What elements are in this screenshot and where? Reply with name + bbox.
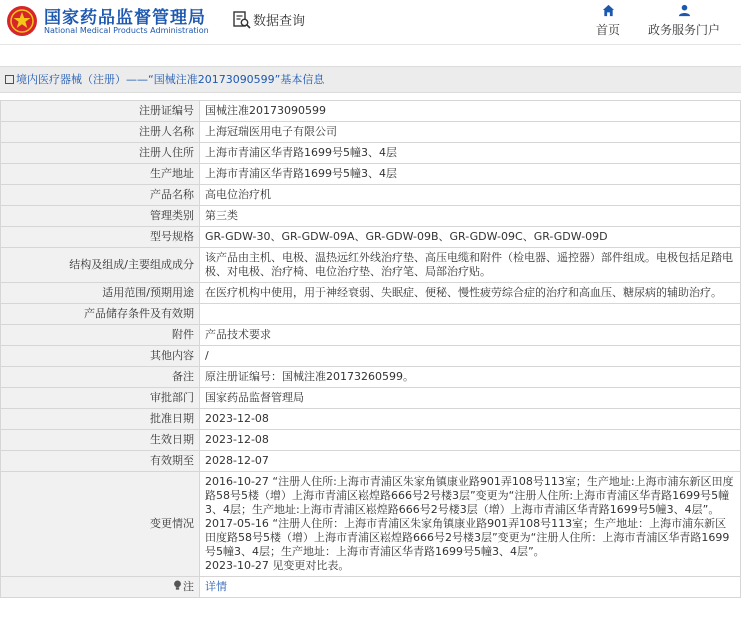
data-query-label[interactable]: 数据查询 <box>253 14 306 29</box>
row-value: 在医疗机构中使用，用于神经衰弱、失眠症、便秘、慢性疲劳综合症的治疗和高血压、糖尿病的辅助治疗。 <box>200 283 741 304</box>
row-label: 其他内容 <box>1 346 200 367</box>
table-row <box>1 346 741 367</box>
table-row <box>1 409 741 430</box>
table-row <box>1 122 741 143</box>
note-label-cell <box>1 577 200 598</box>
table-row <box>1 304 741 325</box>
table-row <box>1 248 741 283</box>
row-value: 2028-12-07 <box>200 451 741 472</box>
table-row <box>1 185 741 206</box>
data-query-icon <box>233 11 251 29</box>
row-label: 产品名称 <box>1 185 200 206</box>
row-value <box>200 304 741 325</box>
detail-link[interactable]: 详情 <box>205 580 227 593</box>
info-table <box>0 100 741 598</box>
nav-service-portal[interactable] <box>646 4 722 38</box>
row-label: 附件 <box>1 325 200 346</box>
row-label: 批准日期 <box>1 409 200 430</box>
row-value: 国械注准20173090599 <box>200 101 741 122</box>
table-row <box>1 283 741 304</box>
row-label: 适用范围/预期用途 <box>1 283 200 304</box>
row-value: 第三类 <box>200 206 741 227</box>
site-header <box>0 0 741 44</box>
row-value: GR-GDW-30、GR-GDW-09A、GR-GDW-09B、GR-GDW-09C、GR-GDW-09D <box>200 227 741 248</box>
row-label: 注册人名称 <box>1 122 200 143</box>
breadcrumb-text: 境内医疗器械（注册）——“国械注准20173090599”基本信息 <box>16 73 325 86</box>
table-row <box>1 206 741 227</box>
table-row <box>1 325 741 346</box>
table-row <box>1 430 741 451</box>
nav-home-label: 首页 <box>595 23 620 37</box>
row-label: 变更情况 <box>1 472 200 577</box>
table-row <box>1 227 741 248</box>
table-row <box>1 388 741 409</box>
note-label: 注 <box>183 580 194 593</box>
home-icon <box>602 4 615 17</box>
table-row <box>1 451 741 472</box>
brand-subtitle: National Medical Products Administration <box>44 26 209 35</box>
table-row <box>1 164 741 185</box>
nav-home[interactable] <box>590 4 626 38</box>
row-value: 原注册证编号：国械注准20173260599。 <box>200 367 741 388</box>
table-row <box>1 101 741 122</box>
row-label: 型号规格 <box>1 227 200 248</box>
row-value: 2016-10-27 “注册人住所:上海市青浦区朱家角镇康业路901弄108号113室；生产地址:上海市浦东新区田度路58号5楼（增）上海市青浦区崧煌路666号2号楼3层”变更为“注册人住所:上海市青浦区华青路1699号5幢3、4层；生产地址:上海市青浦区崧煌路666号2号楼3层（增）上海市青浦区华青路1699号5幢3、4层”。 2017-05-16 “注册人住所：上海市青浦区朱家角镇康业路901弄108号113室；生产地址：上海市浦东新区田度路58号5楼（增）上海市青浦区崧煌路666号2号楼3层”变更为“注册人住所：上海市青浦区华青路1699号5幢3、4层；生产地址：上海市青浦区华青路1699号5幢3、4层”。 2023-10-27 见变更对比表。 <box>200 472 741 577</box>
table-row <box>1 367 741 388</box>
table-row <box>1 472 741 577</box>
nav-service-label: 政务服务门户 <box>647 23 720 37</box>
row-value: 2023-12-08 <box>200 430 741 451</box>
row-value: 2023-12-08 <box>200 409 741 430</box>
row-value: 上海冠瑞医用电子有限公司 <box>200 122 741 143</box>
brand-title: 国家药品监督管理局 <box>44 8 206 28</box>
row-label: 管理类别 <box>1 206 200 227</box>
row-value: 上海市青浦区华青路1699号5幢3、4层 <box>200 143 741 164</box>
row-value: 产品技术要求 <box>200 325 741 346</box>
lightbulb-icon <box>173 580 182 591</box>
breadcrumb <box>0 66 741 93</box>
row-label: 结构及组成/主要组成成分 <box>1 248 200 283</box>
row-value: 高电位治疗机 <box>200 185 741 206</box>
note-row <box>1 577 741 598</box>
user-icon <box>678 4 691 17</box>
row-label: 注册证编号 <box>1 101 200 122</box>
row-label: 生效日期 <box>1 430 200 451</box>
row-label: 产品储存条件及有效期 <box>1 304 200 325</box>
row-label: 审批部门 <box>1 388 200 409</box>
bullet-icon <box>5 75 14 84</box>
row-value: 国家药品监督管理局 <box>200 388 741 409</box>
table-row <box>1 143 741 164</box>
row-value: 上海市青浦区华青路1699号5幢3、4层 <box>200 164 741 185</box>
row-label: 注册人住所 <box>1 143 200 164</box>
row-label: 生产地址 <box>1 164 200 185</box>
row-value: / <box>200 346 741 367</box>
header-divider <box>0 44 741 45</box>
row-value: 该产品由主机、电极、温热远红外线治疗垫、高压电缆和附件（检电器、遥控器）部件组成。电极包括足踏电极、对电极、治疗椅、电位治疗垫、治疗笔、局部治疗贴。 <box>200 248 741 283</box>
row-label: 有效期至 <box>1 451 200 472</box>
row-label: 备注 <box>1 367 200 388</box>
note-value-cell <box>200 577 741 598</box>
emblem-logo-icon <box>6 5 38 37</box>
